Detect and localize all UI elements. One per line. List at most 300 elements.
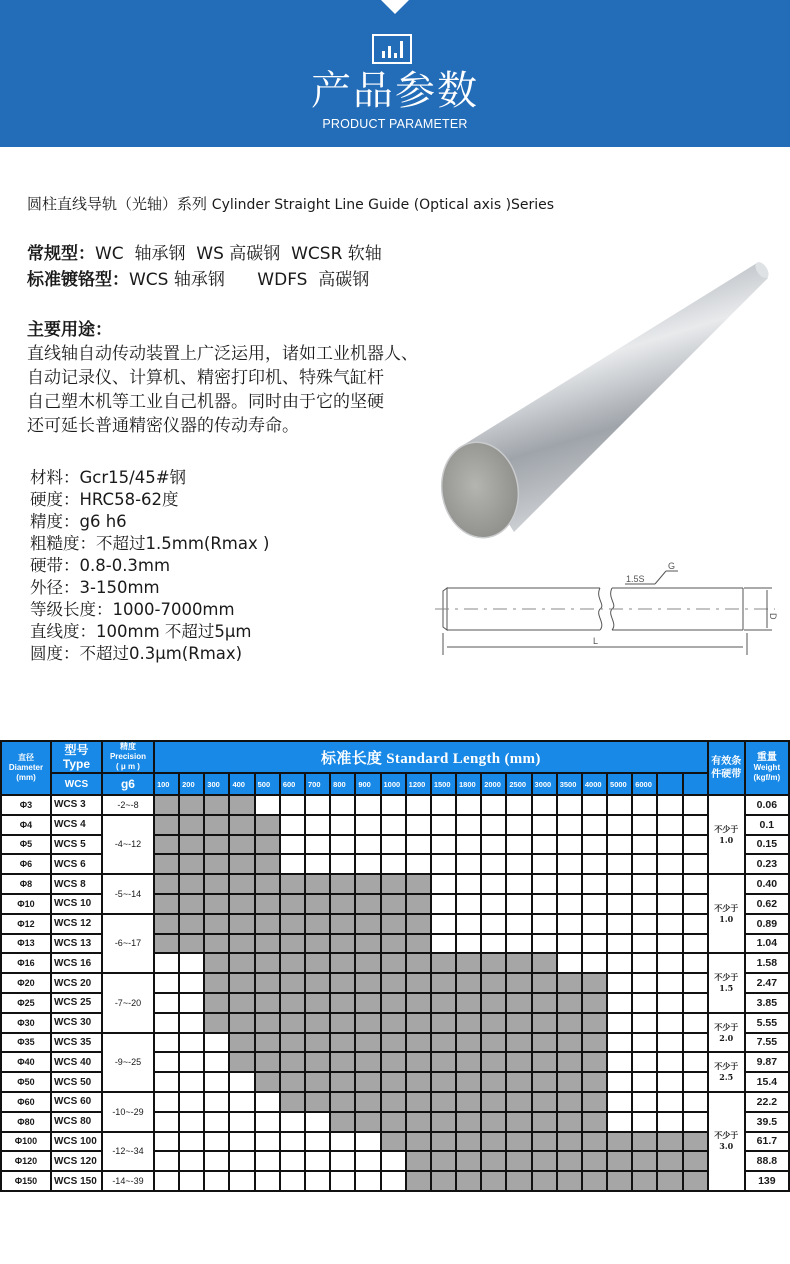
length-cell-empty xyxy=(204,1151,229,1171)
length-cell-empty xyxy=(204,1132,229,1152)
length-cell-available xyxy=(255,815,280,835)
length-cell-empty xyxy=(456,894,481,914)
length-cell-empty xyxy=(481,854,506,874)
length-cell-empty xyxy=(632,795,657,815)
usage-line: 还可延长普通精密仪器的传动寿命。 xyxy=(27,416,299,436)
weight-cell: 0.23 xyxy=(745,854,789,874)
length-cell-empty xyxy=(330,1171,355,1191)
spec-hardness: 硬度：HRC58-62度 xyxy=(30,490,179,509)
length-header-cell: 3000 xyxy=(532,773,557,795)
spec-list xyxy=(30,467,269,665)
length-cell-available xyxy=(381,1112,406,1132)
length-cell-empty xyxy=(456,914,481,934)
length-cell-available xyxy=(381,934,406,954)
length-cell-available xyxy=(381,993,406,1013)
length-cell-available xyxy=(456,1151,481,1171)
length-cell-available xyxy=(330,973,355,993)
length-cell-available xyxy=(481,1052,506,1072)
usage-line: 自己塑木机等工业自己机器。同时由于它的坚硬 xyxy=(27,392,384,412)
length-cell-empty xyxy=(229,1132,254,1152)
length-header-cell: 2000 xyxy=(481,773,506,795)
length-cell-available xyxy=(355,934,380,954)
length-cell-available xyxy=(204,795,229,815)
length-cell-available xyxy=(154,854,179,874)
length-cell-available xyxy=(557,1033,582,1053)
length-cell-available xyxy=(532,973,557,993)
parameter-table xyxy=(0,740,790,1192)
length-cell-empty xyxy=(683,993,708,1013)
length-cell-available xyxy=(355,1092,380,1112)
length-cell-empty xyxy=(657,1072,682,1092)
length-cell-empty xyxy=(582,894,607,914)
precision-cell: -6~-17 xyxy=(102,914,154,973)
table-row xyxy=(1,914,789,934)
length-cell-available xyxy=(431,1072,456,1092)
length-cell-empty xyxy=(355,854,380,874)
length-cell-available xyxy=(481,1151,506,1171)
diameter-header-cn: 直径 xyxy=(17,753,34,762)
length-cell-available xyxy=(381,874,406,894)
length-cell-available xyxy=(406,1013,431,1033)
length-cell-available xyxy=(406,973,431,993)
length-cell-empty xyxy=(607,874,632,894)
length-cell-empty xyxy=(255,1151,280,1171)
length-cell-available xyxy=(557,1052,582,1072)
length-cell-available xyxy=(280,1033,305,1053)
diameter-cell: Φ10 xyxy=(1,894,51,914)
weight-cell: 3.85 xyxy=(745,993,789,1013)
precision-cell: -14~-39 xyxy=(102,1171,154,1191)
length-cell-empty xyxy=(355,815,380,835)
length-cell-available xyxy=(179,914,204,934)
length-cell-available xyxy=(683,1132,708,1152)
length-cell-available xyxy=(204,815,229,835)
length-cell-available xyxy=(229,993,254,1013)
length-cell-available xyxy=(154,934,179,954)
spec-outer-diameter: 外径：3-150mm xyxy=(30,578,160,597)
length-cell-available xyxy=(330,1052,355,1072)
length-cell-available xyxy=(406,934,431,954)
length-cell-available xyxy=(406,874,431,894)
length-cell-available xyxy=(506,993,531,1013)
length-cell-available xyxy=(557,1112,582,1132)
length-cell-empty xyxy=(557,894,582,914)
length-cell-available xyxy=(406,1072,431,1092)
length-cell-available xyxy=(229,894,254,914)
length-cell-empty xyxy=(280,1112,305,1132)
length-cell-available xyxy=(582,1171,607,1191)
length-cell-available xyxy=(481,1132,506,1152)
length-cell-available xyxy=(229,874,254,894)
length-cell-available xyxy=(532,1171,557,1191)
length-cell-empty xyxy=(255,1171,280,1191)
length-cell-available xyxy=(456,993,481,1013)
length-cell-available xyxy=(557,1013,582,1033)
length-cell-empty xyxy=(506,874,531,894)
length-cell-empty xyxy=(683,1033,708,1053)
length-cell-empty xyxy=(683,854,708,874)
length-cell-empty xyxy=(179,1072,204,1092)
length-cell-available xyxy=(355,874,380,894)
precision-cell: -4~-12 xyxy=(102,815,154,874)
length-cell-empty xyxy=(532,815,557,835)
length-cell-empty xyxy=(406,854,431,874)
length-cell-empty xyxy=(255,1092,280,1112)
length-cell-empty xyxy=(557,874,582,894)
length-cell-empty xyxy=(481,795,506,815)
length-cell-empty xyxy=(456,854,481,874)
length-cell-available xyxy=(330,1112,355,1132)
length-cell-available xyxy=(582,973,607,993)
type-cell: WCS 150 xyxy=(51,1171,102,1191)
length-cell-available xyxy=(179,795,204,815)
length-cell-available xyxy=(330,934,355,954)
length-cell-available xyxy=(683,1171,708,1191)
roughness-label: 1.5S xyxy=(626,574,645,584)
length-cell-empty xyxy=(179,1132,204,1152)
length-cell-available xyxy=(280,934,305,954)
precision-header-en: Precision xyxy=(109,752,146,761)
length-cell-empty xyxy=(506,894,531,914)
weight-cell: 0.15 xyxy=(745,835,789,855)
length-cell-empty xyxy=(255,1112,280,1132)
length-cell-empty xyxy=(632,874,657,894)
length-cell-empty xyxy=(506,934,531,954)
hardness-cell: 不少于 1.0 xyxy=(708,795,745,874)
length-cell-available xyxy=(179,854,204,874)
length-cell-empty xyxy=(431,914,456,934)
length-cell-empty xyxy=(179,973,204,993)
length-cell-empty xyxy=(632,815,657,835)
diameter-cell: Φ4 xyxy=(1,815,51,835)
length-cell-available xyxy=(255,1052,280,1072)
length-header-cell xyxy=(683,773,708,795)
type-cell: WCS 5 xyxy=(51,835,102,855)
length-cell-empty xyxy=(632,1013,657,1033)
length-cell-empty xyxy=(632,1052,657,1072)
length-cell-available xyxy=(255,953,280,973)
usage-line: 直线轴自动传动装置上广泛运用，诸如工业机器人、 xyxy=(27,344,418,364)
diameter-cell: Φ120 xyxy=(1,1151,51,1171)
table-row xyxy=(1,1132,789,1152)
diameter-cell: Φ40 xyxy=(1,1052,51,1072)
length-cell-available xyxy=(557,993,582,1013)
length-cell-empty xyxy=(154,1112,179,1132)
length-cell-available xyxy=(154,874,179,894)
precision-header-unit: ( μ m ) xyxy=(115,762,140,771)
length-cell-empty xyxy=(657,1112,682,1132)
length-header-cell: 400 xyxy=(229,773,254,795)
weight-cell: 0.62 xyxy=(745,894,789,914)
length-cell-empty xyxy=(657,993,682,1013)
length-cell-empty xyxy=(229,1171,254,1191)
length-header-cell: 3500 xyxy=(557,773,582,795)
length-cell-empty xyxy=(607,795,632,815)
type-cell: WCS 100 xyxy=(51,1132,102,1152)
length-cell-empty xyxy=(632,854,657,874)
type-cell: WCS 13 xyxy=(51,934,102,954)
length-cell-empty xyxy=(481,894,506,914)
length-cell-empty xyxy=(557,854,582,874)
length-cell-available xyxy=(657,1171,682,1191)
length-cell-empty xyxy=(431,874,456,894)
length-cell-available xyxy=(456,1171,481,1191)
length-cell-available xyxy=(305,1092,330,1112)
length-cell-available xyxy=(431,973,456,993)
length-cell-available xyxy=(582,1052,607,1072)
diameter-cell: Φ12 xyxy=(1,914,51,934)
length-cell-available xyxy=(280,894,305,914)
length-cell-available xyxy=(255,993,280,1013)
rod-product-image xyxy=(430,250,790,550)
length-cell-empty xyxy=(632,934,657,954)
length-cell-empty xyxy=(229,1151,254,1171)
length-cell-available xyxy=(607,1132,632,1152)
type-header-en: Type xyxy=(62,757,91,771)
length-cell-empty xyxy=(154,1013,179,1033)
length-cell-available xyxy=(355,993,380,1013)
length-cell-empty xyxy=(557,815,582,835)
usage-section xyxy=(27,318,418,438)
table-row xyxy=(1,973,789,993)
length-cell-available xyxy=(607,1171,632,1191)
length-cell-available xyxy=(229,835,254,855)
length-cell-empty xyxy=(330,815,355,835)
length-cell-available xyxy=(330,1092,355,1112)
length-cell-empty xyxy=(657,854,682,874)
length-cell-empty xyxy=(330,1151,355,1171)
type-cell: WCS 10 xyxy=(51,894,102,914)
length-cell-available xyxy=(406,1033,431,1053)
length-cell-available xyxy=(305,973,330,993)
table-row xyxy=(1,1092,789,1112)
length-cell-empty xyxy=(607,1013,632,1033)
length-cell-empty xyxy=(456,835,481,855)
col-header-diameter xyxy=(1,741,51,795)
length-cell-empty xyxy=(632,953,657,973)
length-cell-empty xyxy=(431,854,456,874)
type-header-cn: 型号 xyxy=(64,743,89,757)
length-cell-available xyxy=(506,1033,531,1053)
length-cell-available xyxy=(431,1171,456,1191)
length-cell-empty xyxy=(532,894,557,914)
length-cell-empty xyxy=(204,1052,229,1072)
diameter-header-en: Diameter xyxy=(8,763,44,772)
length-cell-empty xyxy=(532,914,557,934)
length-cell-available xyxy=(431,1013,456,1033)
length-cell-available xyxy=(582,993,607,1013)
length-cell-available xyxy=(355,1052,380,1072)
type-cell: WCS 60 xyxy=(51,1092,102,1112)
length-cell-empty xyxy=(607,1072,632,1092)
length-cell-empty xyxy=(431,894,456,914)
length-cell-empty xyxy=(632,1072,657,1092)
precision-cell: -2~-8 xyxy=(102,795,154,815)
type-cell: WCS 6 xyxy=(51,854,102,874)
diameter-cell: Φ150 xyxy=(1,1171,51,1191)
length-cell-empty xyxy=(532,874,557,894)
length-cell-available xyxy=(557,1151,582,1171)
length-cell-empty xyxy=(683,1112,708,1132)
length-cell-empty xyxy=(280,835,305,855)
length-cell-empty xyxy=(481,874,506,894)
weight-header-en: Weight xyxy=(753,763,781,772)
length-cell-empty xyxy=(154,1072,179,1092)
weight-cell: 7.55 xyxy=(745,1033,789,1053)
diameter-cell: Φ25 xyxy=(1,993,51,1013)
length-cell-available xyxy=(330,993,355,1013)
type-cell: WCS 25 xyxy=(51,993,102,1013)
length-cell-empty xyxy=(657,835,682,855)
length-cell-available xyxy=(204,953,229,973)
length-cell-available xyxy=(229,1052,254,1072)
length-cell-empty xyxy=(179,993,204,1013)
length-cell-empty xyxy=(280,815,305,835)
length-cell-empty xyxy=(255,795,280,815)
length-cell-available xyxy=(154,894,179,914)
length-cell-available xyxy=(280,914,305,934)
length-cell-empty xyxy=(632,835,657,855)
length-cell-available xyxy=(532,1092,557,1112)
length-cell-empty xyxy=(204,1072,229,1092)
length-cell-empty xyxy=(280,1171,305,1191)
length-cell-available xyxy=(431,1112,456,1132)
length-cell-empty xyxy=(431,795,456,815)
length-cell-empty xyxy=(683,934,708,954)
length-cell-available xyxy=(280,973,305,993)
length-cell-empty xyxy=(481,934,506,954)
precision-cell: -12~-34 xyxy=(102,1132,154,1172)
length-label: L xyxy=(593,636,599,646)
col-header-standard-length: 标准长度 Standard Length (mm) xyxy=(154,741,708,773)
length-cell-available xyxy=(204,973,229,993)
length-cell-available xyxy=(406,1171,431,1191)
diameter-header-unit: (mm) xyxy=(16,773,36,782)
length-cell-available xyxy=(456,973,481,993)
length-cell-empty xyxy=(381,854,406,874)
spec-roundness: 圆度：不超过0.3μm(Rmax) xyxy=(30,644,243,663)
length-cell-available xyxy=(330,1033,355,1053)
length-cell-available xyxy=(204,874,229,894)
length-cell-available xyxy=(456,1132,481,1152)
length-cell-available xyxy=(381,973,406,993)
length-cell-empty xyxy=(179,1052,204,1072)
diameter-cell: Φ13 xyxy=(1,934,51,954)
length-cell-empty xyxy=(582,795,607,815)
length-cell-empty xyxy=(305,854,330,874)
length-cell-empty xyxy=(154,1171,179,1191)
type-line xyxy=(27,241,382,267)
length-cell-available xyxy=(280,1013,305,1033)
weight-cell: 39.5 xyxy=(745,1112,789,1132)
length-cell-available xyxy=(406,1132,431,1152)
length-cell-empty xyxy=(431,934,456,954)
length-cell-available xyxy=(330,1013,355,1033)
weight-header-cn: 重量 xyxy=(756,752,777,763)
precision-cell: -9~-25 xyxy=(102,1033,154,1092)
length-cell-empty xyxy=(607,1112,632,1132)
length-cell-available xyxy=(305,993,330,1013)
length-cell-available xyxy=(305,953,330,973)
length-header-cell: 100 xyxy=(154,773,179,795)
length-cell-empty xyxy=(607,914,632,934)
bar-chart-icon xyxy=(372,34,412,64)
length-cell-available xyxy=(481,1112,506,1132)
length-cell-empty xyxy=(305,795,330,815)
length-header-cell: 800 xyxy=(330,773,355,795)
length-cell-available xyxy=(330,874,355,894)
product-types xyxy=(27,241,382,293)
length-cell-empty xyxy=(381,1151,406,1171)
length-cell-empty xyxy=(657,1092,682,1112)
length-cell-available xyxy=(582,1072,607,1092)
length-cell-empty xyxy=(632,914,657,934)
length-cell-available xyxy=(229,854,254,874)
length-cell-available xyxy=(204,835,229,855)
length-cell-empty xyxy=(683,894,708,914)
length-cell-available xyxy=(255,1033,280,1053)
weight-cell: 0.06 xyxy=(745,795,789,815)
weight-cell: 61.7 xyxy=(745,1132,789,1152)
length-cell-available xyxy=(355,1033,380,1053)
length-cell-available xyxy=(557,1171,582,1191)
length-header-cell: 1800 xyxy=(456,773,481,795)
length-cell-available xyxy=(456,1013,481,1033)
length-cell-empty xyxy=(179,953,204,973)
weight-cell: 9.87 xyxy=(745,1052,789,1072)
length-cell-available xyxy=(481,973,506,993)
length-cell-empty xyxy=(557,795,582,815)
length-cell-empty xyxy=(179,1151,204,1171)
type-cell: WCS 12 xyxy=(51,914,102,934)
diameter-cell: Φ16 xyxy=(1,953,51,973)
length-cell-available xyxy=(582,1033,607,1053)
length-cell-empty xyxy=(657,815,682,835)
length-cell-empty xyxy=(657,1033,682,1053)
length-header-cell: 5000 xyxy=(607,773,632,795)
length-cell-empty xyxy=(456,934,481,954)
precision-header-cn: 精度 xyxy=(119,742,136,751)
weight-cell: 0.40 xyxy=(745,874,789,894)
length-cell-available xyxy=(431,993,456,1013)
length-cell-empty xyxy=(154,953,179,973)
length-cell-empty xyxy=(683,815,708,835)
col-header-hardness: 有效条件硬带 xyxy=(708,741,745,795)
length-cell-available xyxy=(406,914,431,934)
length-cell-available xyxy=(305,1072,330,1092)
length-cell-available xyxy=(381,1072,406,1092)
length-cell-available xyxy=(229,1033,254,1053)
length-cell-available xyxy=(481,993,506,1013)
length-cell-empty xyxy=(355,1132,380,1152)
length-header-cell: 1200 xyxy=(406,773,431,795)
length-cell-empty xyxy=(582,835,607,855)
type-value: WCS 轴承钢 WDFS 高碳钢 xyxy=(129,270,370,290)
length-cell-empty xyxy=(154,1132,179,1152)
length-cell-empty xyxy=(506,914,531,934)
length-cell-empty xyxy=(657,795,682,815)
length-cell-empty xyxy=(657,874,682,894)
length-cell-available xyxy=(557,1092,582,1112)
type-cell: WCS 40 xyxy=(51,1052,102,1072)
length-cell-available xyxy=(506,973,531,993)
length-cell-empty xyxy=(280,795,305,815)
length-cell-available xyxy=(381,914,406,934)
length-header-cell: 6000 xyxy=(632,773,657,795)
length-cell-available xyxy=(305,1033,330,1053)
length-cell-available xyxy=(532,1033,557,1053)
length-cell-empty xyxy=(657,934,682,954)
